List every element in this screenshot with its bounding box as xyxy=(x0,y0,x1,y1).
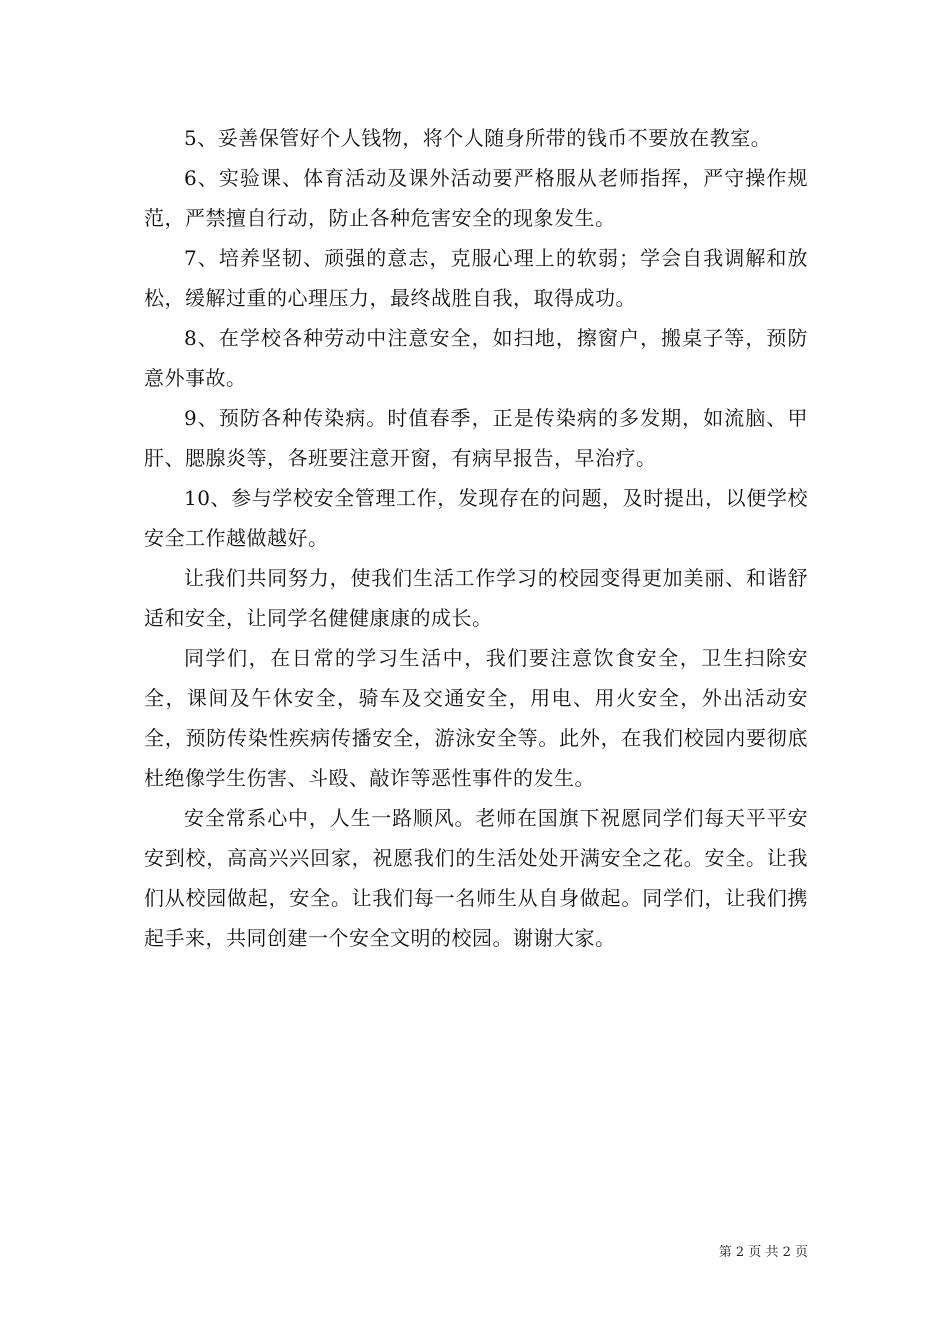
paragraph-item-7: 7、培养坚韧、顽强的意志，克服心理上的软弱；学会自我调解和放松，缓解过重的心理压力，最终战胜自我，取得成功。 xyxy=(144,246,808,310)
paragraph-item-8: 8、在学校各种劳动中注意安全，如扫地，擦窗户，搬桌子等，预防意外事故。 xyxy=(144,326,808,390)
paragraph-item-10: 10、参与学校安全管理工作，发现存在的问题，及时提出，以便学校安全工作越做越好。 xyxy=(144,486,808,550)
paragraph-closing: 安全常系心中，人生一路顺风。老师在国旗下祝愿同学们每天平平安安到校，高高兴兴回家，祝愿我们的生活处处开满安全之花。安全。让我们从校园做起，安全。让我们每一名师生从自身做起。同学们，让我们携起手来，共同创建一个安全文明的校园。谢谢大家。 xyxy=(144,806,808,950)
paragraph-item-6: 6、实验课、体育活动及课外活动要严格服从老师指挥，严守操作规范，严禁擅自行动，防止各种危害安全的现象发生。 xyxy=(144,166,808,230)
paragraph-item-9: 9、预防各种传染病。时值春季，正是传染病的多发期，如流脑、甲肝、腮腺炎等，各班要注意开窗，有病早报告，早治疗。 xyxy=(144,406,808,470)
document-body xyxy=(144,118,808,958)
paragraph-item-5: 5、妥善保管好个人钱物，将个人随身所带的钱币不要放在教室。 xyxy=(184,126,772,150)
paragraph-common-effort: 让我们共同努力，使我们生活工作学习的校园变得更加美丽、和谐舒适和安全，让同学名健健康康的成长。 xyxy=(144,566,808,630)
page-number: 第 2 页 共 2 页 xyxy=(718,1245,808,1260)
paragraph-daily-safety: 同学们，在日常的学习生活中，我们要注意饮食安全，卫生扫除安全，课间及午休安全，骑车及交通安全，用电、用火安全，外出活动安全，预防传染性疾病传播安全，游泳安全等。此外，在我们校园内要彻底杜绝像学生伤害、斗殴、敲诈等恶性事件的发生。 xyxy=(144,646,808,790)
